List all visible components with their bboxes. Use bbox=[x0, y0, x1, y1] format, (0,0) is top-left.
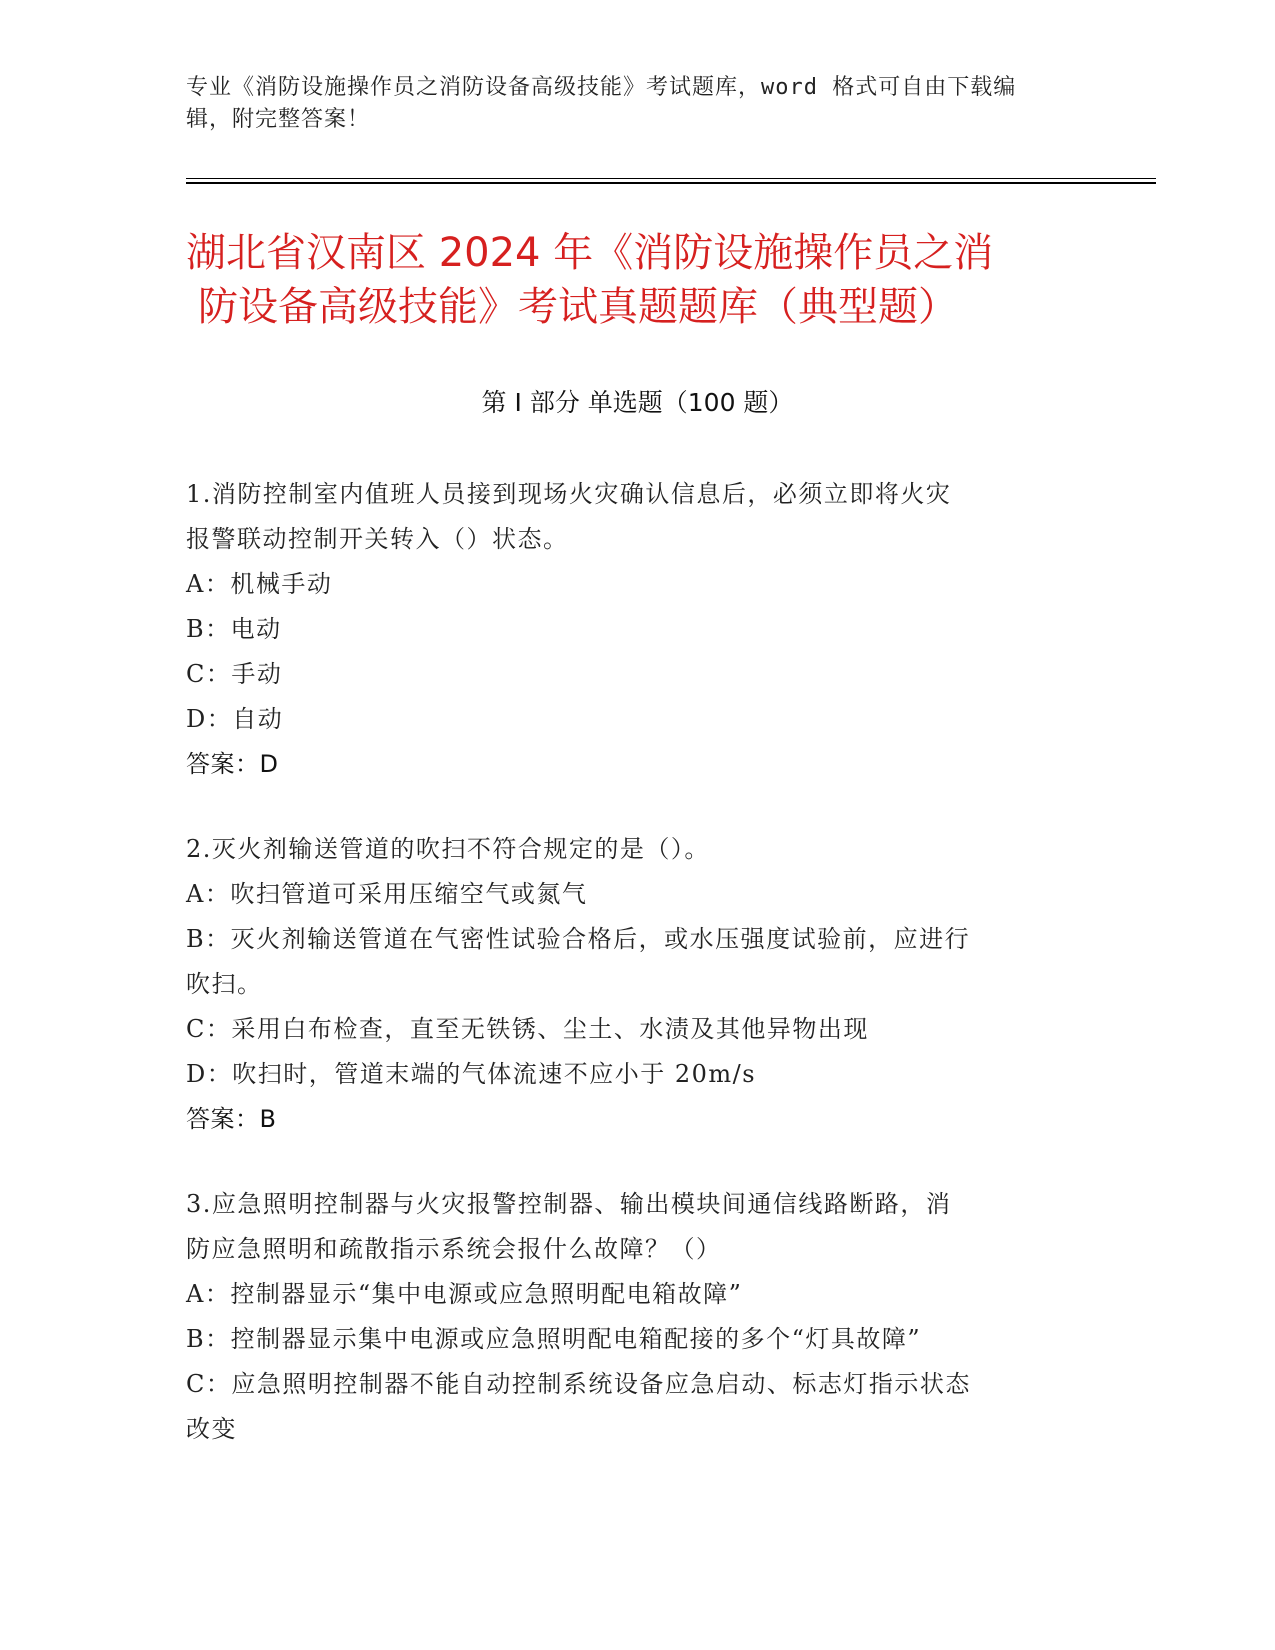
question-item bbox=[186, 1182, 1076, 1452]
answer-option-line: A：吹扫管道可采用压缩空气或氮气 bbox=[186, 880, 588, 908]
header-divider bbox=[186, 182, 1156, 184]
answer-option-line: D：吹扫时，管道末端的气体流速不应小于 20m/s bbox=[186, 1060, 757, 1088]
answer-option-line: 吹扫。 bbox=[186, 970, 263, 998]
title-line: 防设备高级技能》考试真题题库（典型题） bbox=[198, 284, 958, 330]
title-line: 湖北省汉南区 2024 年《消防设施操作员之消 bbox=[186, 230, 994, 276]
question-stem-line: 报警联动控制开关转入（）状态。 bbox=[186, 525, 569, 553]
header-note-line: 专业《消防设施操作员之消防设备高级技能》考试题库，word 格式可自由下载编 bbox=[186, 75, 1017, 100]
section-heading: 第 I 部分 单选题（100 题） bbox=[481, 388, 794, 417]
question-item bbox=[186, 827, 1076, 1142]
question-list bbox=[186, 472, 1076, 1492]
answer-option-line: C：手动 bbox=[186, 660, 283, 688]
answer-option-line: B：电动 bbox=[186, 615, 282, 643]
answer-option-line: A：控制器显示“集中电源或应急照明配电箱故障” bbox=[186, 1280, 743, 1308]
question-stem-line: 3.应急照明控制器与火灾报警控制器、输出模块间通信线路断路，消 bbox=[186, 1190, 952, 1218]
answer-option-line: C：应急照明控制器不能自动控制系统设备应急启动、标志灯指示状态 bbox=[186, 1370, 971, 1398]
answer-option-line: 改变 bbox=[186, 1415, 237, 1443]
question-stem-line: 2.灭火剂输送管道的吹扫不符合规定的是（）。 bbox=[186, 835, 710, 863]
answer-option-line: B：灭火剂输送管道在气密性试验合格后，或水压强度试验前，应进行 bbox=[186, 925, 971, 953]
answer-key: 答案：D bbox=[186, 750, 279, 778]
header-divider bbox=[186, 178, 1156, 179]
question-stem-line: 1.消防控制室内值班人员接到现场火灾确认信息后，必须立即将火灾 bbox=[186, 480, 952, 508]
answer-option-line: C：采用白布检查，直至无铁锈、尘土、水渍及其他异物出现 bbox=[186, 1015, 869, 1043]
question-stem-line: 防应急照明和疏散指示系统会报什么故障？（） bbox=[186, 1235, 722, 1263]
document-title bbox=[186, 226, 1106, 334]
answer-option-line: A：机械手动 bbox=[186, 570, 333, 598]
header-note-line: 辑，附完整答案！ bbox=[186, 107, 371, 132]
answer-option-line: D：自动 bbox=[186, 705, 284, 733]
header-note bbox=[186, 72, 1066, 136]
answer-key: 答案：B bbox=[186, 1105, 277, 1133]
answer-option-line: B：控制器显示集中电源或应急照明配电箱配接的多个“灯具故障” bbox=[186, 1325, 922, 1353]
question-item bbox=[186, 472, 1076, 787]
